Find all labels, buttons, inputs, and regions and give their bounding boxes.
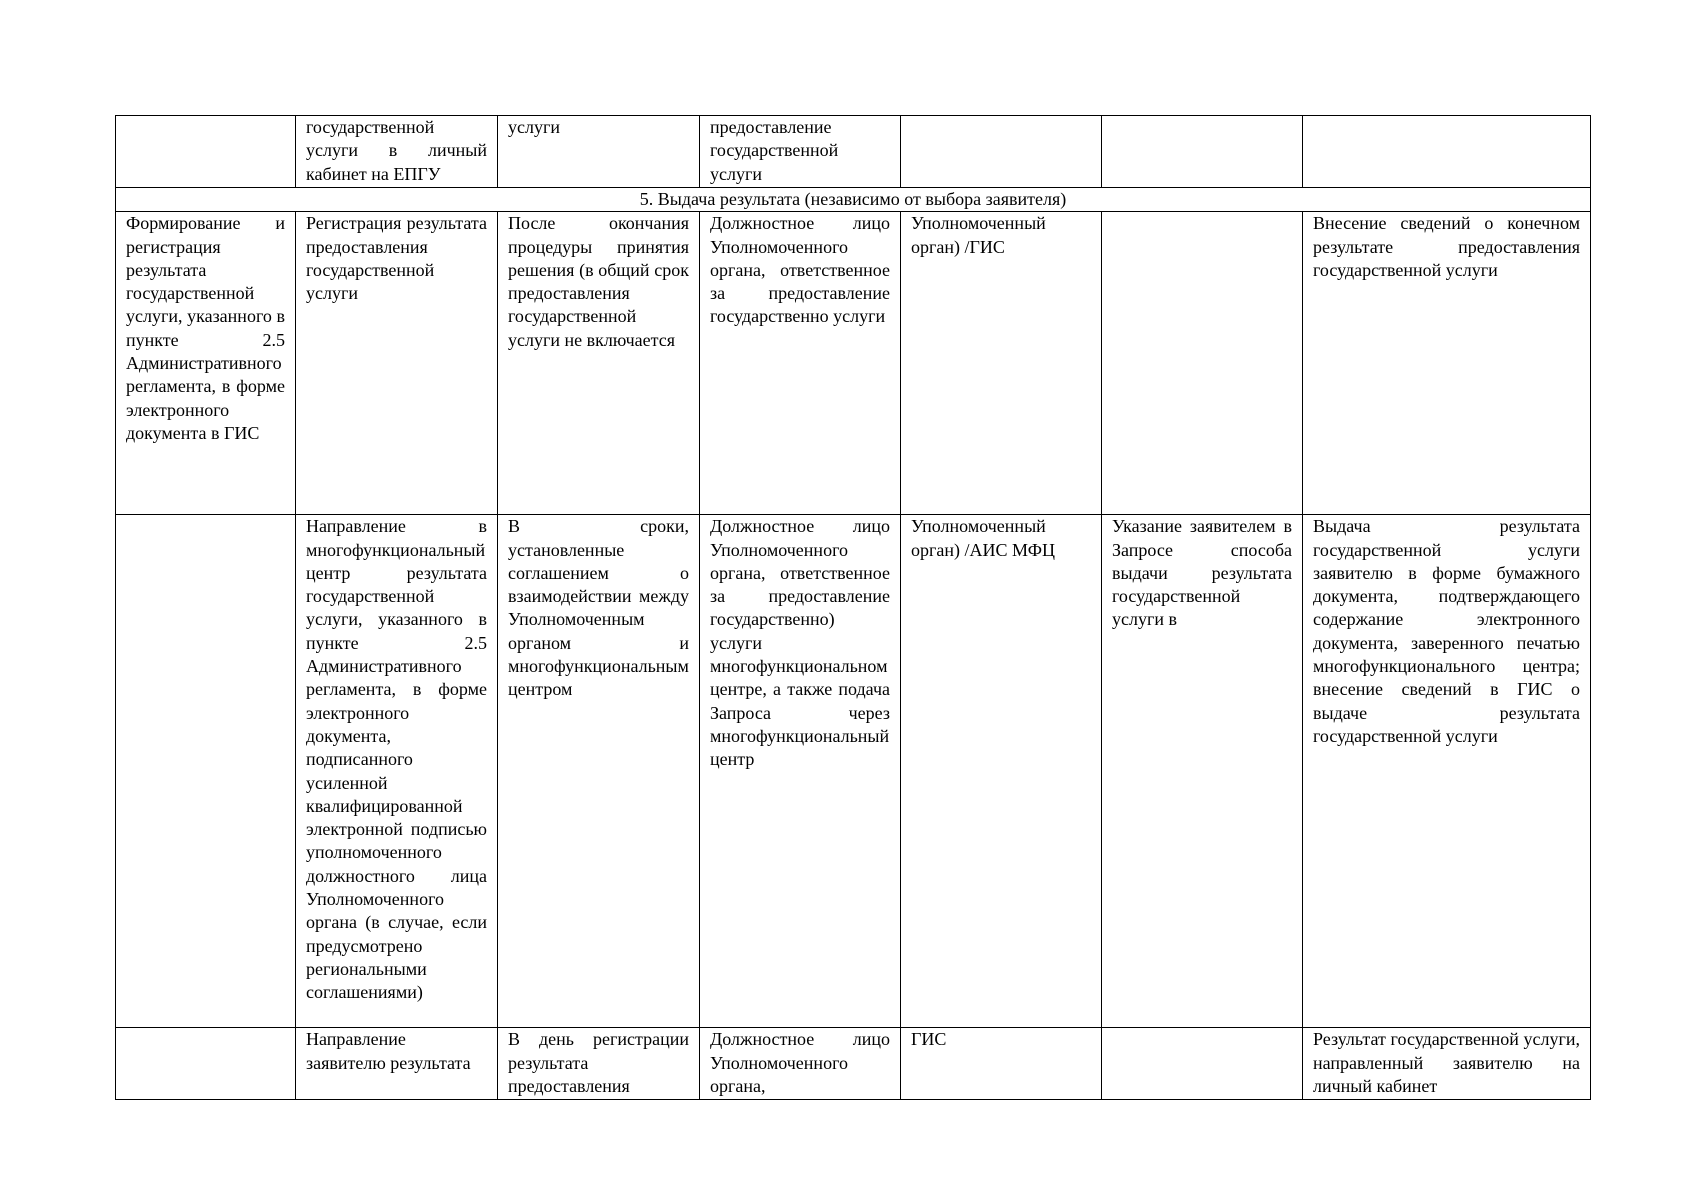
table-cell [1303, 116, 1591, 188]
table-cell [1102, 116, 1303, 188]
section-title: 5. Выдача результата (независимо от выбора заявителя) [116, 188, 1591, 212]
table-cell: Направление в многофункциональный центр результата государственной услуги, указанного в пункте 2.5 Административного регламента, в форме электронного документа, подписанного усиленной квалифицированной электронной подписью уполномоченного должностного лица Уполномоченного органа (в случае, если предусмотрено региональными соглашениями) [296, 515, 498, 1028]
table-cell: Уполномоченный орган) /ГИС [901, 212, 1102, 515]
table-cell: Должностное лицо Уполномоченного органа, ответственное за предоставление государственно) услуги многофункциональном центре, а также подача Запроса через многофункциональный центр [700, 515, 901, 1028]
table-cell [901, 116, 1102, 188]
table-cell [116, 1028, 296, 1100]
section-row [116, 188, 1591, 212]
table-cell [1102, 1028, 1303, 1100]
table-cell: Должностное лицо Уполномоченного органа, ответственное за предоставление государственно услуги [700, 212, 901, 515]
table-cell: ГИС [901, 1028, 1102, 1100]
table-row [116, 515, 1591, 1028]
table-cell: услуги [498, 116, 700, 188]
table-cell: После окончания процедуры принятия решения (в общий срок предоставления государственной услуги не включается [498, 212, 700, 515]
table-cell: государственной услуги в личный кабинет на ЕПГУ [296, 116, 498, 188]
table-cell: Выдача результата государственной услуги заявителю в форме бумажного документа, подтверждающего содержание электронного документа, заверенного печатью многофункционального центра; внесение сведений в ГИС о выдаче результата государственной услуги [1303, 515, 1591, 1028]
table-row [116, 212, 1591, 515]
table-cell [116, 515, 296, 1028]
table-cell: Направление заявителю результата [296, 1028, 498, 1100]
table-cell: предоставление государственной услуги [700, 116, 901, 188]
table-cell: Внесение сведений о конечном результате предоставления государственной услуги [1303, 212, 1591, 515]
table-cell: Результат государственной услуги, направленный заявителю на личный кабинет [1303, 1028, 1591, 1100]
table-row [116, 116, 1591, 188]
table-cell: Указание заявителем в Запросе способа выдачи результата государственной услуги в [1102, 515, 1303, 1028]
table-cell: В сроки, установленные соглашением о взаимодействии между Уполномоченным органом и многофункциональным центром [498, 515, 700, 1028]
table-cell [1102, 212, 1303, 515]
table-cell: Уполномоченный орган) /АИС МФЦ [901, 515, 1102, 1028]
table-cell: В день регистрации результата предоставления [498, 1028, 700, 1100]
table-row [116, 1028, 1591, 1100]
table-cell: Регистрация результата предоставления государственной услуги [296, 212, 498, 515]
table-cell [116, 116, 296, 188]
table-cell: Должностное лицо Уполномоченного органа, [700, 1028, 901, 1100]
table-cell: Формирование и регистрация результата государственной услуги, указанного в пункте 2.5 Административного регламента, в форме электронного документа в ГИС [116, 212, 296, 515]
procedure-table [115, 115, 1591, 1100]
